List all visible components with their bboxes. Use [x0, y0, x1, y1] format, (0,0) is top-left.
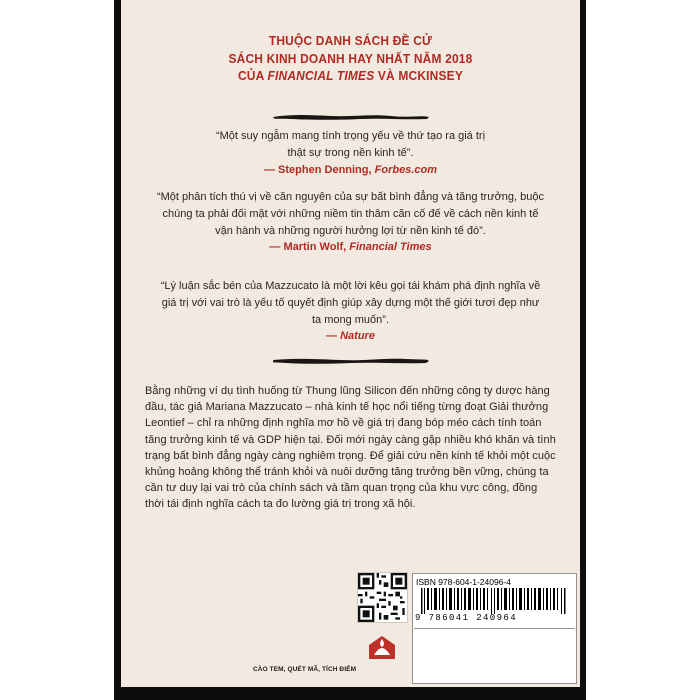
brush-divider-bottom	[271, 356, 431, 365]
barcode-divider	[414, 628, 575, 629]
header-line-3-suffix: VÀ MCKINSEY	[374, 68, 463, 83]
quote-3-source	[149, 328, 552, 345]
quote-1	[149, 128, 552, 178]
back-cover	[121, 0, 580, 687]
header-award	[139, 32, 561, 85]
quote-1-source-em: Forbes.com	[374, 163, 437, 176]
quote-2-source-prefix: — Martin Wolf,	[269, 241, 350, 254]
synopsis: Bằng những ví dụ tình huống từ Thung lũng Silicon đến những công ty dược hàng đầu, tác giả Mariana Mazzucato – nhà kinh tế học nổi tiếng từng đoạt Giải thưởng Leontief – chỉ ra những định nghĩa mơ hồ về giá trị đang bóp méo cách tính toán tăng trưởng kinh tế và GDP hiện tại. Đối mới ngày càng gặp nhiều khó khăn và tình trạng bất bình đẳng ngày càng nghiêm trọng. Để giải cứu nền kinh tế khỏi một cuộc khủng hoảng không thể tránh khỏi và nuôi dưỡng tăng trưởng bền vững, chúng ta cần tư duy lại vai trò của chính sách và tầm quan trọng của khu vực công, đồng thời tái định nghĩa cách ta đo lường giá trị trong xã hội.	[145, 385, 556, 511]
tagline: CÀO TEM, QUÉT MÃ, TÍCH ĐIỂM	[253, 666, 357, 673]
quote-2-text: “Một phân tích thú vị về căn nguyên của sự bất bình đẳng và tăng trưởng, buộc chúng ta phải đối mặt với những niềm tin thâm căn cố đế về cách nền kinh tế vận hành và những người hưởng lợi từ nền kinh tế đó”.	[156, 191, 544, 237]
barcode-box	[412, 573, 577, 684]
qr-code-icon	[358, 573, 407, 622]
quote-1-text: “Một suy ngẫm mang tính trọng yếu về thứ tạo ra giá trị thật sự trong nền kinh tế”.	[215, 130, 486, 159]
header-line-1: THUỘC DANH SÁCH ĐỀ CỬ	[268, 33, 433, 48]
quote-1-source	[149, 162, 552, 179]
quote-3-source-prefix: —	[326, 330, 341, 343]
quote-2-source-em: Financial Times	[349, 241, 432, 254]
header-line-3-prefix: CỦA	[237, 68, 268, 83]
isbn-text: ISBN 978-604-1-24096-4	[416, 577, 511, 587]
header-line-2: SÁCH KINH DOANH HAY NHẤT NĂM 2018	[228, 50, 473, 66]
qr-code[interactable]	[357, 572, 408, 623]
quote-2	[149, 189, 552, 256]
publisher-logo-icon	[365, 633, 399, 661]
barcode-icon	[421, 588, 569, 614]
quote-1-source-prefix: — Stephen Denning,	[264, 163, 375, 176]
quote-2-source	[149, 239, 552, 256]
quote-3	[149, 278, 552, 345]
barcode-number: 9 786041 240964	[415, 613, 518, 623]
header-line-3	[139, 67, 561, 85]
quote-3-text: “Lý luận sắc bén của Mazzucato là một lời kêu gọi tái khám phá định nghĩa về giá trị với vai trò là yếu tố quyết định giúp xây dựng một thế giới tươi đẹp như ta mong muốn”.	[160, 280, 541, 326]
header-line-3-em: FINANCIAL TIMES	[267, 68, 375, 83]
brush-divider-top	[271, 112, 431, 121]
quote-3-source-em: Nature	[340, 330, 375, 343]
